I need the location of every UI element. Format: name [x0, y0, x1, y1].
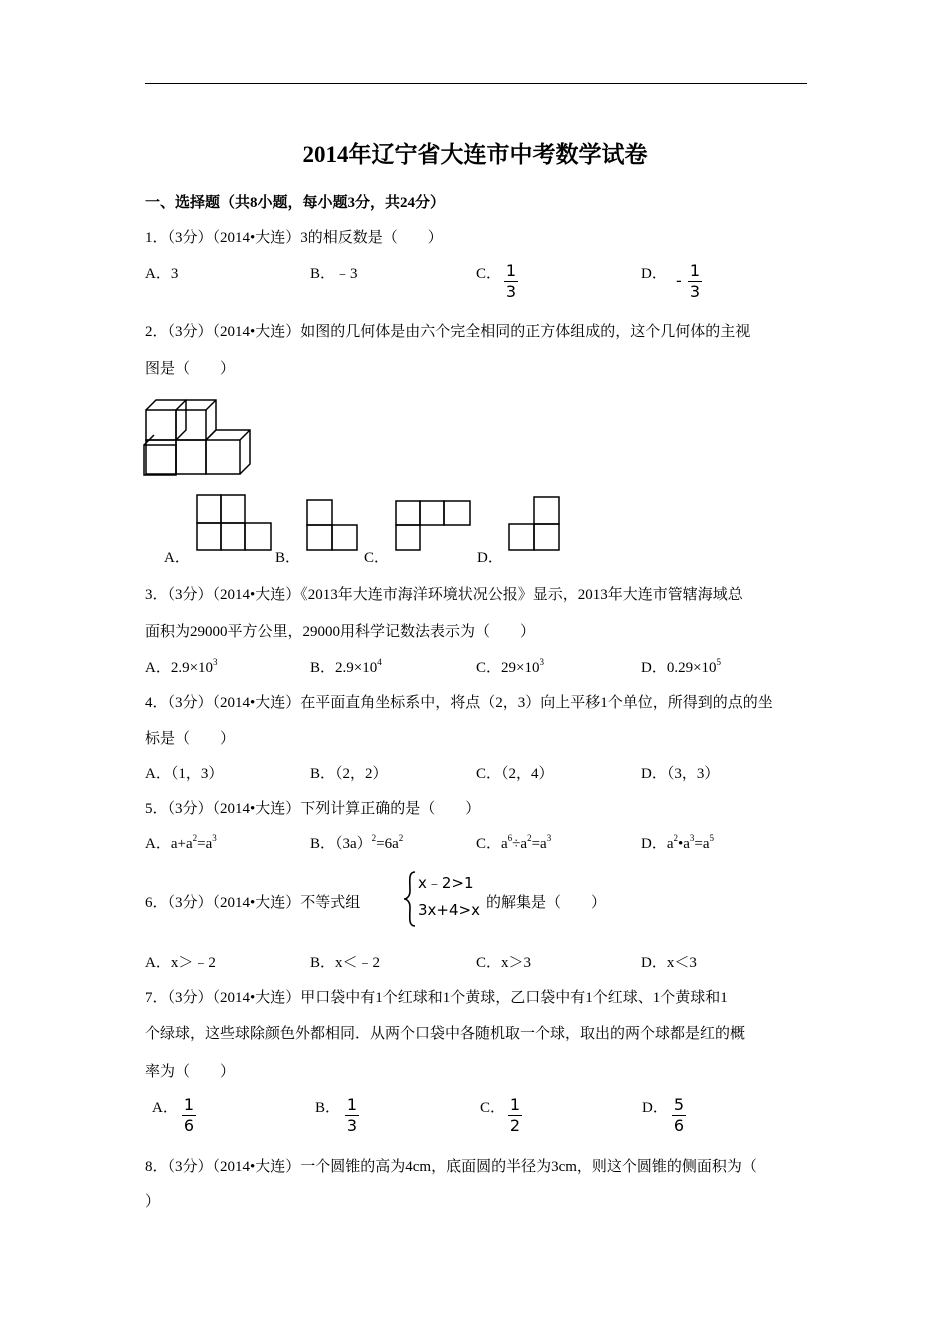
q6-inequality-2: 3x+4>x — [418, 901, 480, 919]
page-title: 2014年辽宁省大连市中考数学试卷 — [302, 142, 648, 167]
header-rule — [145, 83, 807, 84]
q6-stem-post: 的解集是（ ） — [486, 895, 607, 911]
q1-option-a: A．3 — [145, 266, 179, 282]
q7-fraction-d: 5 6 — [673, 1095, 685, 1135]
q3-option-b: B．$2.9\times 10^4$ — [310, 657, 382, 676]
q1-option-c: C． — [476, 266, 502, 282]
q8-stem-line2: ） — [145, 1194, 161, 1210]
q5-stem: 5．（3分）（2014•大连）下列计算正确的是（ ） — [145, 801, 481, 817]
q5-option-b: B．$(3a)^2=6a^2$ — [310, 833, 404, 852]
q2-option-d: D． — [477, 550, 503, 566]
q6-stem-pre: 6．（3分）（2014•大连）不等式组 — [145, 895, 361, 911]
q3-stem-line2: 面积为29000平方公里，29000用科学记数法表示为（ ） — [145, 624, 536, 640]
q6-option-c: C．x＞3 — [476, 955, 532, 971]
q4-option-a: A．（1，3） — [145, 766, 224, 782]
q5-option-d: D．$a^2•a^3=a^5$ — [641, 833, 715, 852]
q6-inequality-1: x﹣2>1 — [418, 874, 474, 892]
option-b-figure — [306, 499, 360, 553]
q4-stem-line2: 标是（ ） — [145, 731, 236, 747]
q6-option-a: A．x＞﹣2 — [145, 955, 216, 971]
q7-option-c: C． — [480, 1100, 506, 1116]
q7-option-b: B． — [315, 1100, 341, 1116]
option-a-figure — [196, 494, 274, 552]
q1-stem: 1．（3分）（2014•大连）3的相反数是（ ） — [145, 230, 443, 246]
q8-stem-line1: 8．（3分）（2014•大连）一个圆锥的高为4cm，底面圆的半径为3cm，则这个圆锥的侧面积为（ — [145, 1159, 757, 1175]
q7-fraction-c: 1 2 — [509, 1095, 521, 1135]
q7-stem-line1: 7．（3分）（2014•大连）甲口袋中有1个红球和1个黄球，乙口袋中有1个红球、1个黄球和1 — [145, 990, 728, 1006]
q2-option-c: C． — [364, 550, 390, 566]
q4-option-c: C．（2，4） — [476, 766, 554, 782]
q7-stem-line3: 率为（ ） — [145, 1064, 236, 1080]
q4-option-d: D．（3，3） — [641, 766, 720, 782]
q3-option-d: D．$0.29\times 10^5$ — [641, 657, 722, 676]
option-d-figure — [508, 496, 562, 552]
q6-option-d: D．x＜3 — [641, 955, 697, 971]
q2-option-a: A． — [164, 550, 190, 566]
q5-option-a: A．$a+a^2=a^3$ — [145, 833, 217, 852]
q3-option-c: C．$29\times 10^3$ — [476, 657, 544, 676]
q1-option-b: B．﹣3 — [310, 266, 358, 282]
solid-figure — [140, 393, 260, 483]
q1-fraction-d: 1 3 — [689, 261, 701, 301]
section-heading: 一、选择题（共8小题，每小题3分，共24分） — [145, 195, 446, 211]
q7-stem-line2: 个绿球，这些球除颜色外都相同．从两个口袋中各随机取一个球，取出的两个球都是红的概 — [145, 1026, 746, 1042]
q5-option-c: C．$a^6\div a^2=a^3$ — [476, 833, 552, 852]
q2-stem-line1: 2．（3分）（2014•大连）如图的几何体是由六个完全相同的正方体组成的，这个几何体的主视 — [145, 324, 751, 340]
q4-stem-line1: 4．（3分）（2014•大连）在平面直角坐标系中，将点（2，3）向上平移1个单位，所得到的点的坐 — [145, 695, 773, 711]
q3-stem-line1: 3．（3分）（2014•大连）《2013年大连市海洋环境状况公报》显示，2013年大连市管辖海域总 — [145, 587, 743, 603]
q4-option-b: B．（2，2） — [310, 766, 388, 782]
option-c-figure — [395, 500, 473, 552]
q6-option-b: B．x＜﹣2 — [310, 955, 381, 971]
q1-option-d: D． — [641, 266, 667, 282]
q1-fraction-c: 1 3 — [505, 261, 517, 301]
q1-d-sign: - — [676, 271, 682, 290]
q7-fraction-a: 1 6 — [183, 1095, 195, 1135]
q2-stem-line2: 图是（ ） — [145, 361, 236, 377]
brace-symbol — [403, 871, 417, 927]
q3-option-a: A．$2.9\times 10^3$ — [145, 657, 218, 676]
q7-fraction-b: 1 3 — [346, 1095, 358, 1135]
q7-option-d: D． — [642, 1100, 668, 1116]
q7-option-a: A． — [152, 1100, 178, 1116]
q2-option-b: B． — [275, 550, 301, 566]
